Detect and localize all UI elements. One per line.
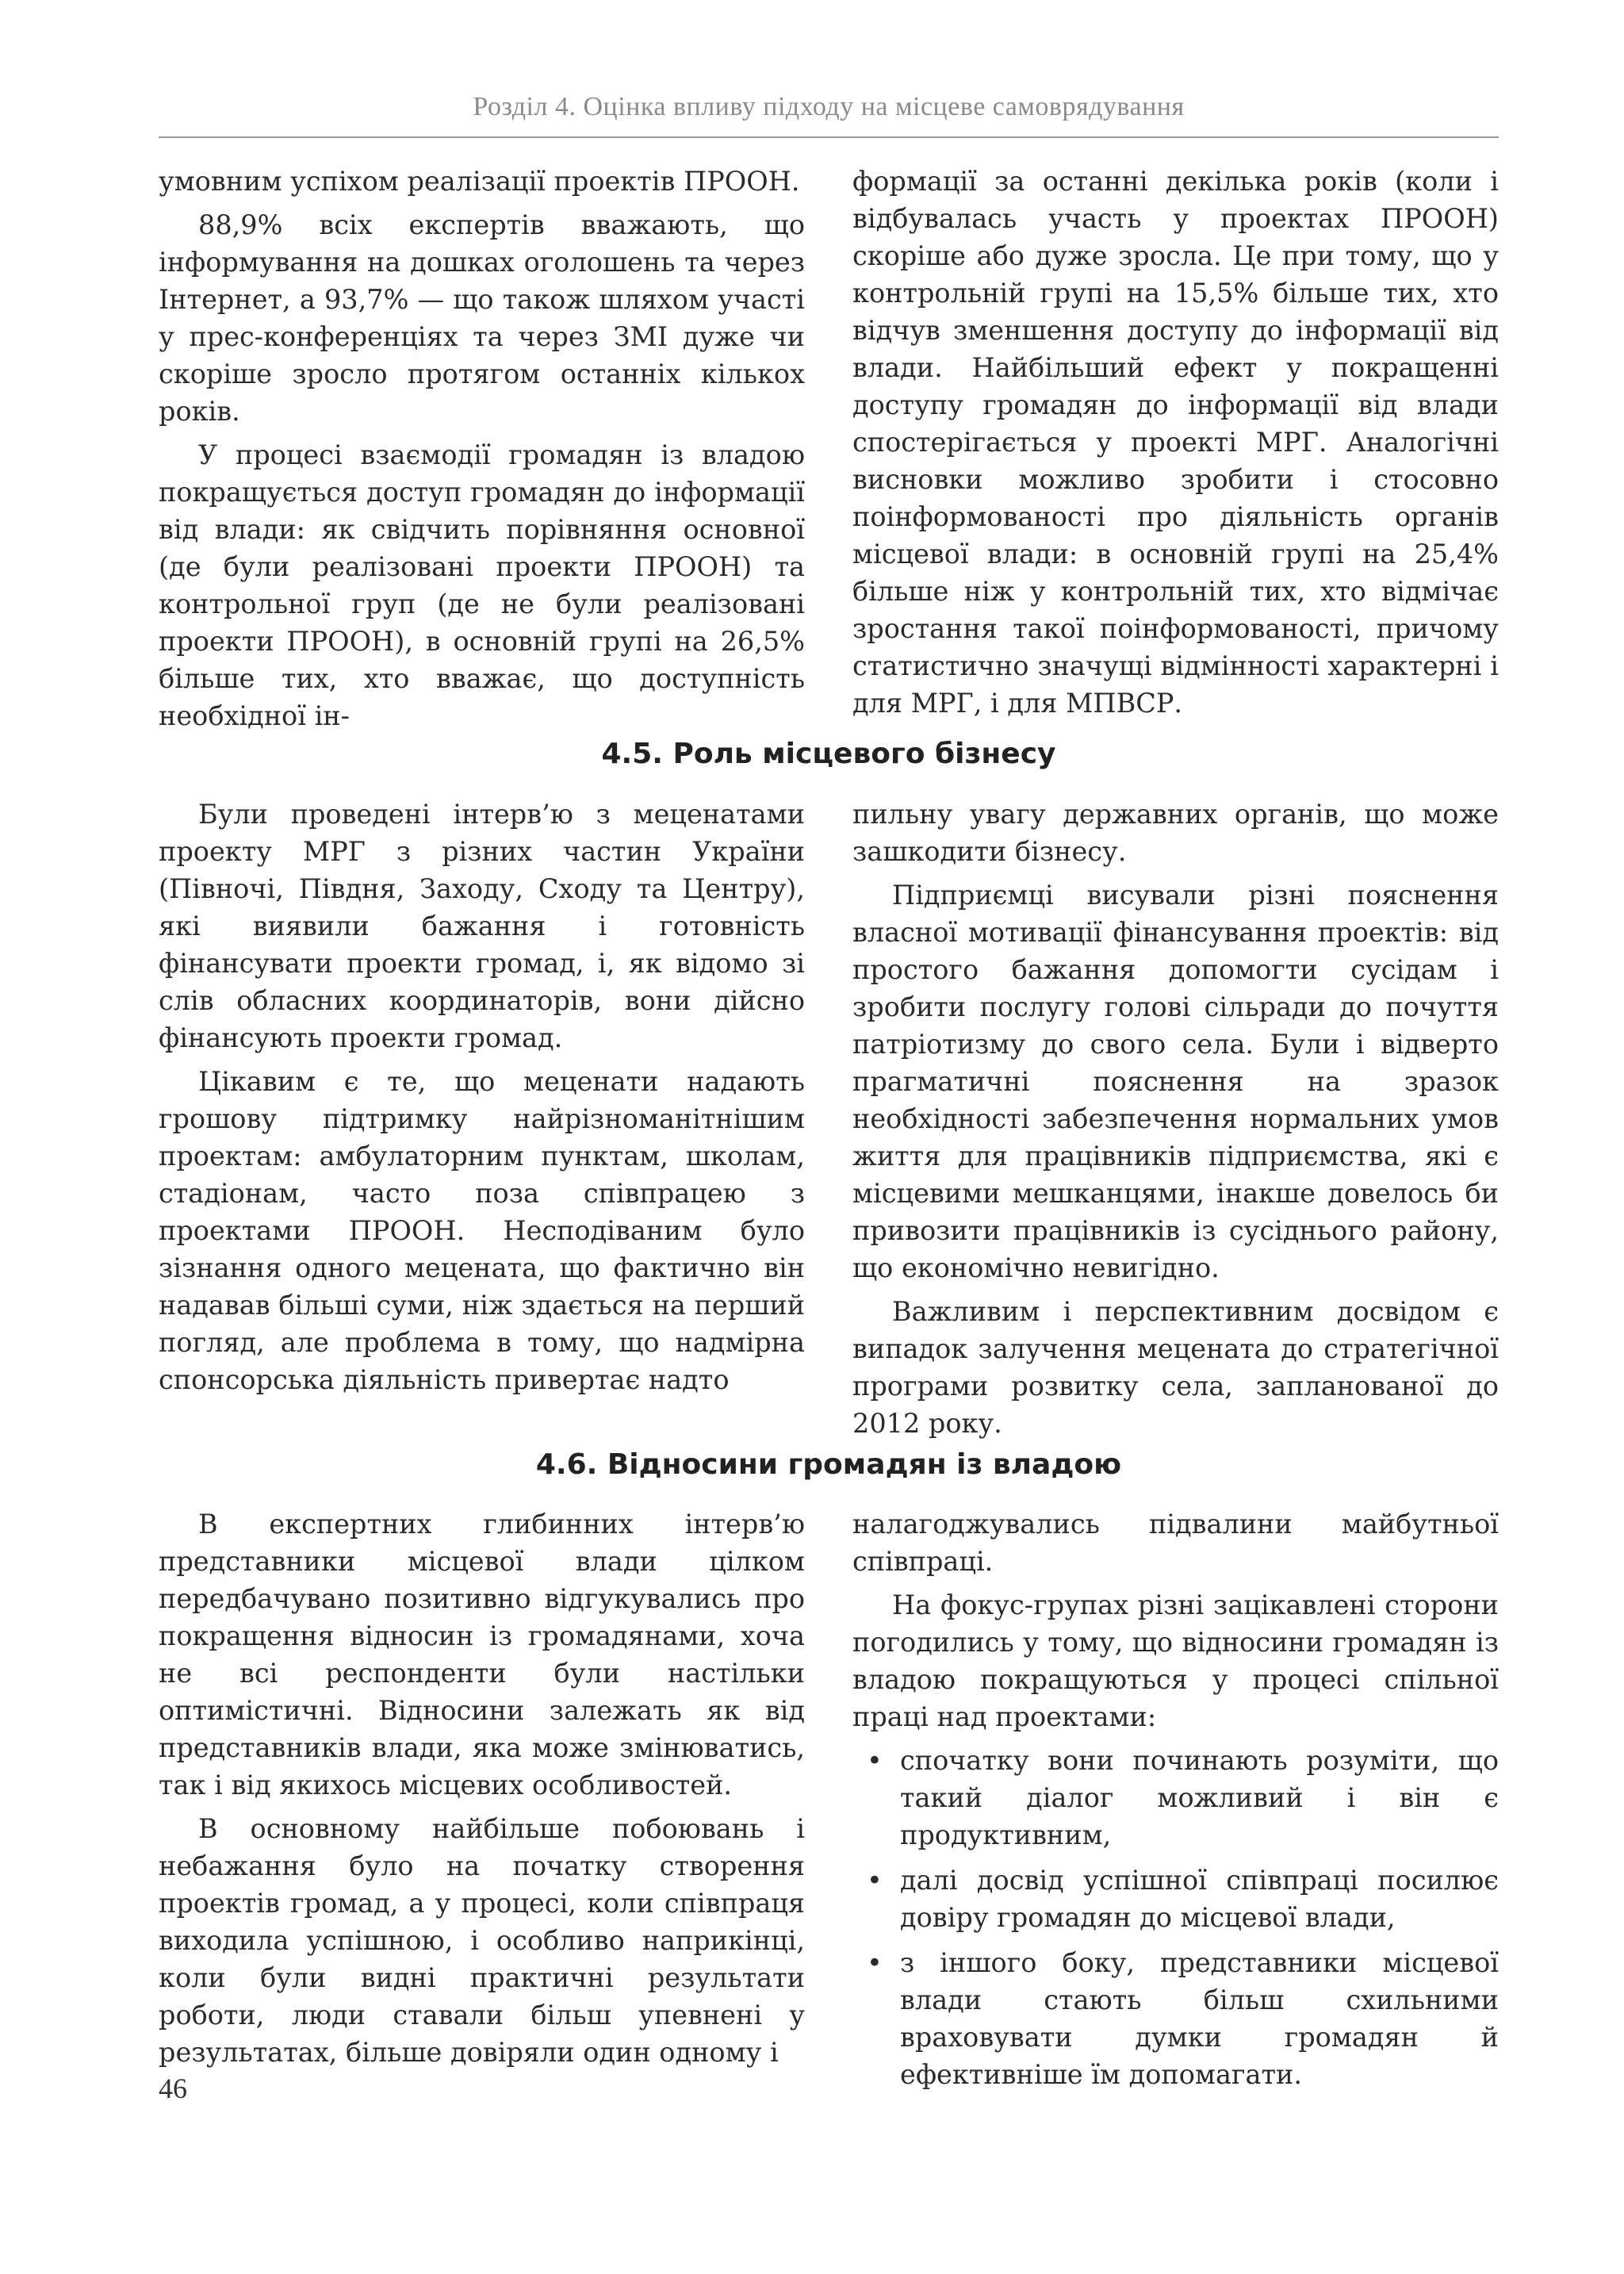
paragraph: Важливим і перспективним досвідом є випадок залучення мецената до стратегічної програми розвитку села, запланованої до 2012 року. xyxy=(852,1296,1499,1439)
paragraph: Підприємці висували різні пояснення власної мотивації фінансування проектів: від простого бажання допомогти сусідам і зробити послугу голові сільради до почуття патріотизму до свого села. Були і відверто прагматичні пояснення на зразок необхідності забезпечення нормальних умов життя для працівників підприємства, які є місцевими мешканцями, інакше довелось би привозити працівників із сусіднього району, що економічно невигідно. xyxy=(852,880,1499,1283)
bullet-dot-icon: • xyxy=(867,1947,883,1978)
paragraph: формації за останні декілька років (коли і відбувалась участь у проектах ПРООН) скоріше або дуже зросла. Це при тому, що у контрольній групі на 15,5% більше тих, хто відчув зменшення доступу до інформації від влади. Найбільший ефект у покращенні доступу громадян до інформації від влади спостерігається у проекті МРГ. Аналогічні висновки можливо зробити і стосовно поінформованості про діяльність органів місцевої влади: в основній групі на 25,4% більше ніж у контрольній тих, хто відмічає зростання такої поінформованості, причому статистично значущі відмінності характерні і для МРГ, і для МПВСР. xyxy=(852,166,1499,719)
page-number: 46 xyxy=(159,2073,187,2104)
section-title-4-5: 4.5. Роль місцевого бізнесу xyxy=(601,738,1056,770)
list-item-text: спочатку вони починають розуміти, що такий діалог можливий і він є продуктивним, xyxy=(900,1745,1499,1850)
list-item-text: далі досвід успішної співпраці посилює довіру громадян до місцевої влади, xyxy=(900,1865,1499,1933)
paragraph: пильну увагу державних органів, що може зашкодити бізнесу. xyxy=(852,799,1499,867)
paragraph: В експертних глибинних інтерв’ю представники місцевої влади цілком передбачувано позитивно відгукувались про покращення відносин із громадянами, хоча не всі респонденти були настільки оптимістичні. Відносини залежать як від представників влади, яка може змінюватись, так і від якихось місцевих особливостей. xyxy=(159,1509,805,1800)
bullet-dot-icon: • xyxy=(867,1865,883,1896)
top-right-column xyxy=(852,163,1499,741)
section-4-6-right-column xyxy=(852,1505,1499,2101)
list-item xyxy=(867,1944,1499,2093)
header-rule xyxy=(159,136,1499,138)
top-left-column xyxy=(159,163,805,741)
section-4-5-text xyxy=(159,796,1499,1448)
paragraph: У процесі взаємодії громадян із владою покращується доступ громадян до інформації від влади: як свідчить порівняння основної (де були реалізовані проекти ПРООН) та контрольної груп (де не були реалізовані проекти ПРООН), в основній групі на 26,5% більше тих, хто вважає, що доступність необхідної ін- xyxy=(159,439,805,731)
running-header: Розділ 4. Оцінка впливу підходу на місцеве самоврядування xyxy=(473,92,1185,121)
paragraph: Були проведені інтерв’ю з меценатами проекту МРГ з різних частин України (Півночі, Півдня, Заходу, Сходу та Центру), які виявили бажання і готовність фінансувати проекти громад, і, як відомо зі слів обласних координаторів, вони дійсно фінансують проекти громад. xyxy=(159,799,805,1053)
paragraph: На фокус-групах різні зацікавлені сторони погодились у тому, що відносини громадян із владою покращуються у процесі спільної праці над проектами: xyxy=(852,1589,1499,1732)
section-4-6-left-column xyxy=(159,1505,805,2101)
list-item-text: з іншого боку, представники місцевої влади стають більш схильними враховувати думки громадян й ефективніше їм допомагати. xyxy=(900,1947,1499,2090)
section-title-4-6: 4.6. Відносини громадян із владою xyxy=(535,1448,1122,1481)
paragraph: умовним успіхом реалізації проектів ПРООН. xyxy=(159,166,800,197)
paragraph: налагоджувались підвалини майбутньої співпраці. xyxy=(852,1509,1499,1577)
paragraph: 88,9% всіх експертів вважають, що інформування на дошках оголошень та через Інтернет, а 93,7% — що також шляхом участі у прес-конференціях та через ЗМІ дуже чи скоріше зросло протягом останніх кількох років. xyxy=(159,209,805,427)
bullet-list xyxy=(852,1742,1499,2093)
bullet-dot-icon: • xyxy=(867,1745,883,1776)
section-4-5-right-column xyxy=(852,796,1499,1448)
top-text-block xyxy=(159,163,1499,741)
list-item xyxy=(867,1742,1499,1854)
section-4-5-left-column xyxy=(159,796,805,1448)
paragraph: В основному найбільше побоювань і небажання було на початку створення проектів громад, а у процесі, коли співпраця виходила успішною, і особливо наприкінці, коли були видні практичні результати роботи, люди ставали більш упевнені у результатах, більше довіряли один одному і xyxy=(159,1813,805,2068)
paragraph: Цікавим є те, що меценати надають грошову підтримку найрізноманітнішим проектам: амбулаторним пунктам, школам, стадіонам, часто поза співпрацею з проектами ПРООН. Несподіваним було зізнання одного мецената, що фактично він надавав більші суми, ніж здається на перший погляд, але проблема в тому, що надмірна спонсорська діяльність привертає надто xyxy=(159,1066,805,1395)
section-4-6-text xyxy=(159,1505,1499,2101)
list-item xyxy=(867,1862,1499,1936)
